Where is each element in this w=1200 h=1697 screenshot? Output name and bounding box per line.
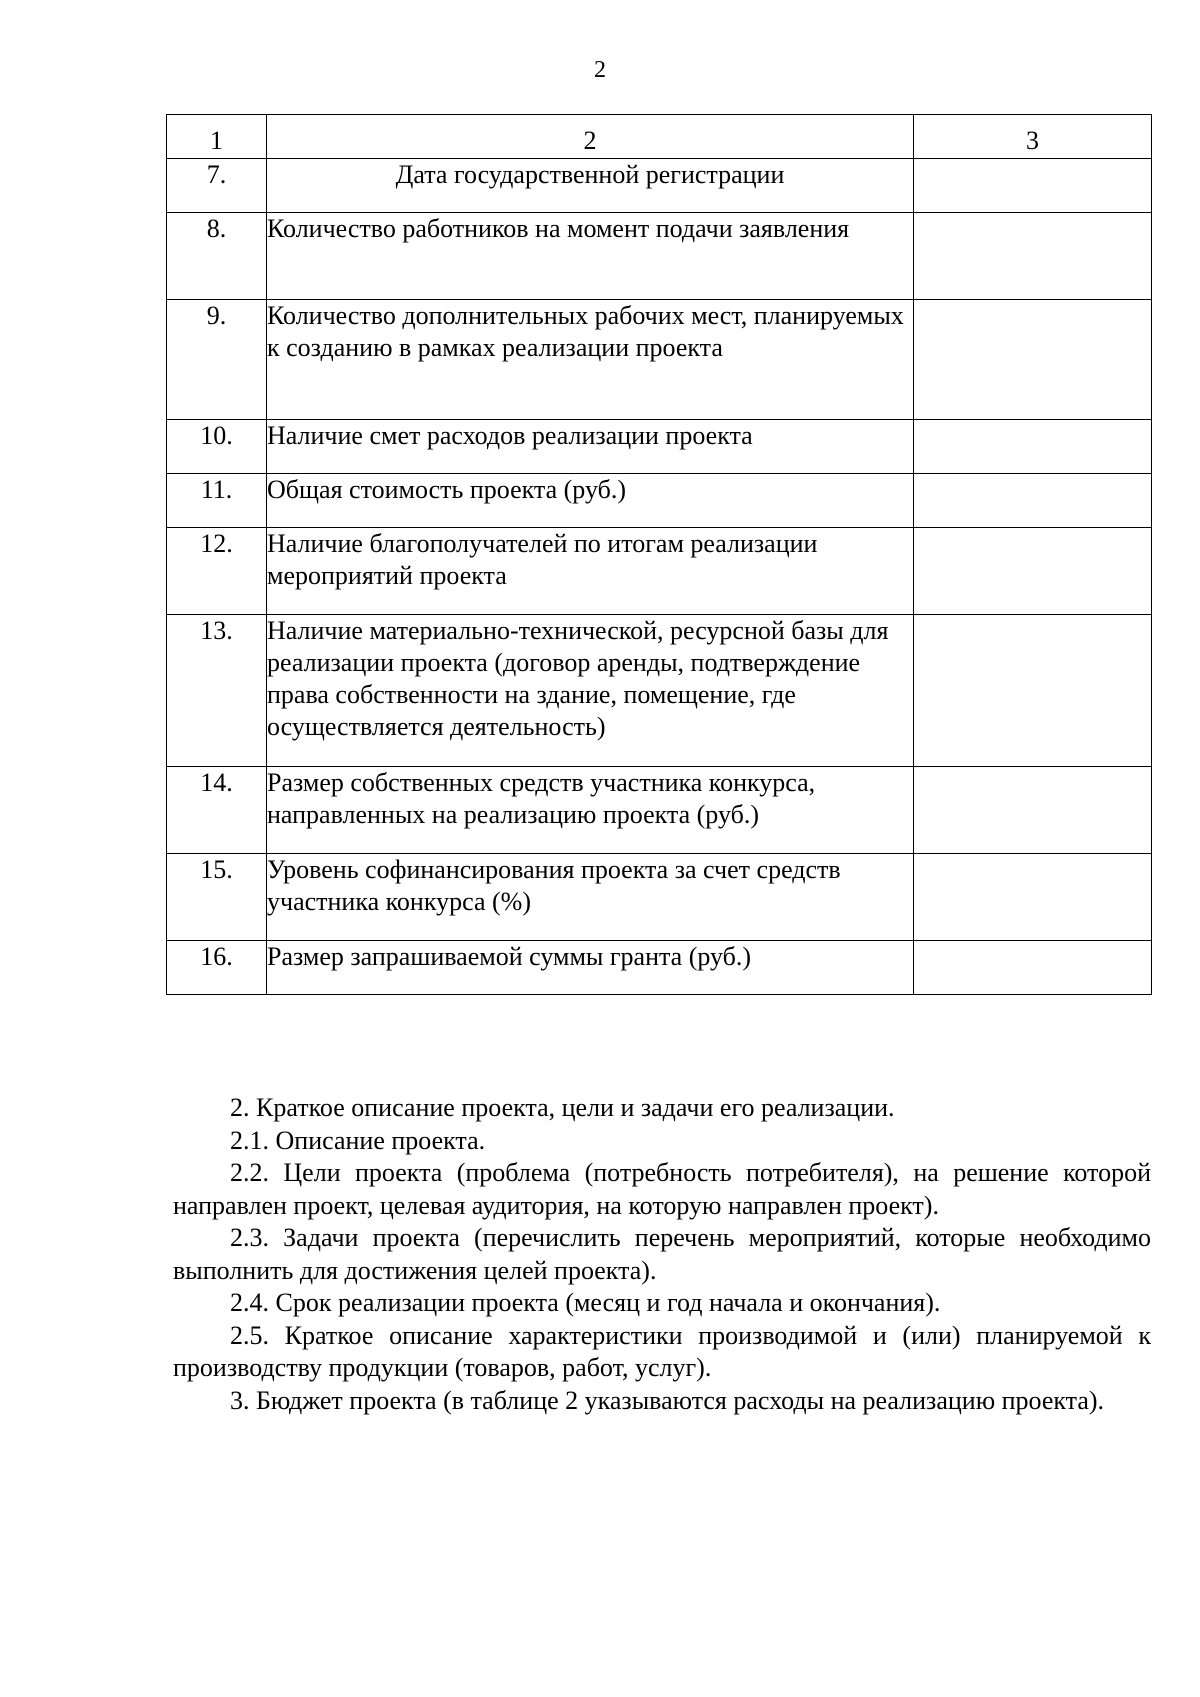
row-value-cell[interactable] [914,767,1152,854]
row-number: 12. [167,528,267,615]
row-number: 9. [167,300,267,420]
table-row [167,767,1152,854]
row-number: 15. [167,854,267,941]
paragraph-section-3: 3. Бюджет проекта (в таблице 2 указываются расходы на реализацию проекта). [230,1385,1105,1415]
row-number: 7. [167,159,267,213]
row-field-label: Количество дополнительных рабочих мест, планируемых к созданию в рамках реализации проекта [267,300,914,420]
row-value-cell[interactable] [914,420,1152,474]
table-row [167,420,1152,474]
row-field-label: Наличие материально-технической, ресурсной базы для реализации проекта (договор аренды, подтверждение права собственности на здание, помещение, где осуществляется деятельность) [267,615,914,767]
row-value-cell[interactable] [914,941,1152,995]
paragraph-section-2-4: 2.4. Срок реализации проекта (месяц и год начала и окончания). [230,1288,941,1317]
row-number: 8. [167,213,267,300]
row-value-cell[interactable] [914,615,1152,767]
table-row [167,528,1152,615]
row-value-cell[interactable] [914,213,1152,300]
paragraph-section-2-3: 2.3. Задачи проекта (перечислить перечень мероприятий, которые необходимо выполнить для достижения целей проекта). [173,1223,1151,1285]
paragraph-section-2-5: 2.5. Краткое описание характеристики производимой и (или) планируемой к производству продукции (товаров, работ, услуг). [173,1320,1151,1382]
table-row [167,159,1152,213]
row-field-label: Размер собственных средств участника конкурса, направленных на реализацию проекта (руб.) [267,767,914,854]
table-row [167,615,1152,767]
row-field-label: Дата государственной регистрации [267,159,914,213]
row-field-label: Наличие смет расходов реализации проекта [267,420,914,474]
row-number: 16. [167,941,267,995]
table-row [167,474,1152,528]
table-header-row [167,115,1152,159]
table-row [167,941,1152,995]
table-row [167,300,1152,420]
body-text [173,1092,1151,1417]
row-field-label: Уровень софинансирования проекта за счет средств участника конкурса (%) [267,854,914,941]
row-value-cell[interactable] [914,528,1152,615]
row-value-cell[interactable] [914,854,1152,941]
paragraph-section-2-2: 2.2. Цели проекта (проблема (потребность потребителя), на решение которой направлен проект, целевая аудитория, на которую направлен проект). [173,1158,1151,1220]
row-value-cell[interactable] [914,474,1152,528]
row-field-label: Наличие благополучателей по итогам реализации мероприятий проекта [267,528,914,615]
row-value-cell[interactable] [914,300,1152,420]
column-header-number: 1 [167,115,267,159]
row-field-label: Размер запрашиваемой суммы гранта (руб.) [267,941,914,995]
row-value-cell[interactable] [914,159,1152,213]
application-form-table [166,114,1152,995]
column-header-value: 3 [914,115,1152,159]
paragraph-section-2-1: 2.1. Описание проекта. [230,1125,486,1155]
row-number: 11. [167,474,267,528]
table-row [167,854,1152,941]
column-header-field: 2 [267,115,914,159]
row-field-label: Количество работников на момент подачи заявления [267,213,914,300]
row-field-label: Общая стоимость проекта (руб.) [267,474,914,528]
paragraph-section-2: 2. Краткое описание проекта, цели и задачи его реализации. [230,1093,895,1122]
row-number: 14. [167,767,267,854]
row-number: 13. [167,615,267,767]
table-row [167,213,1152,300]
row-number: 10. [167,420,267,474]
page-number: 2 [594,57,606,83]
